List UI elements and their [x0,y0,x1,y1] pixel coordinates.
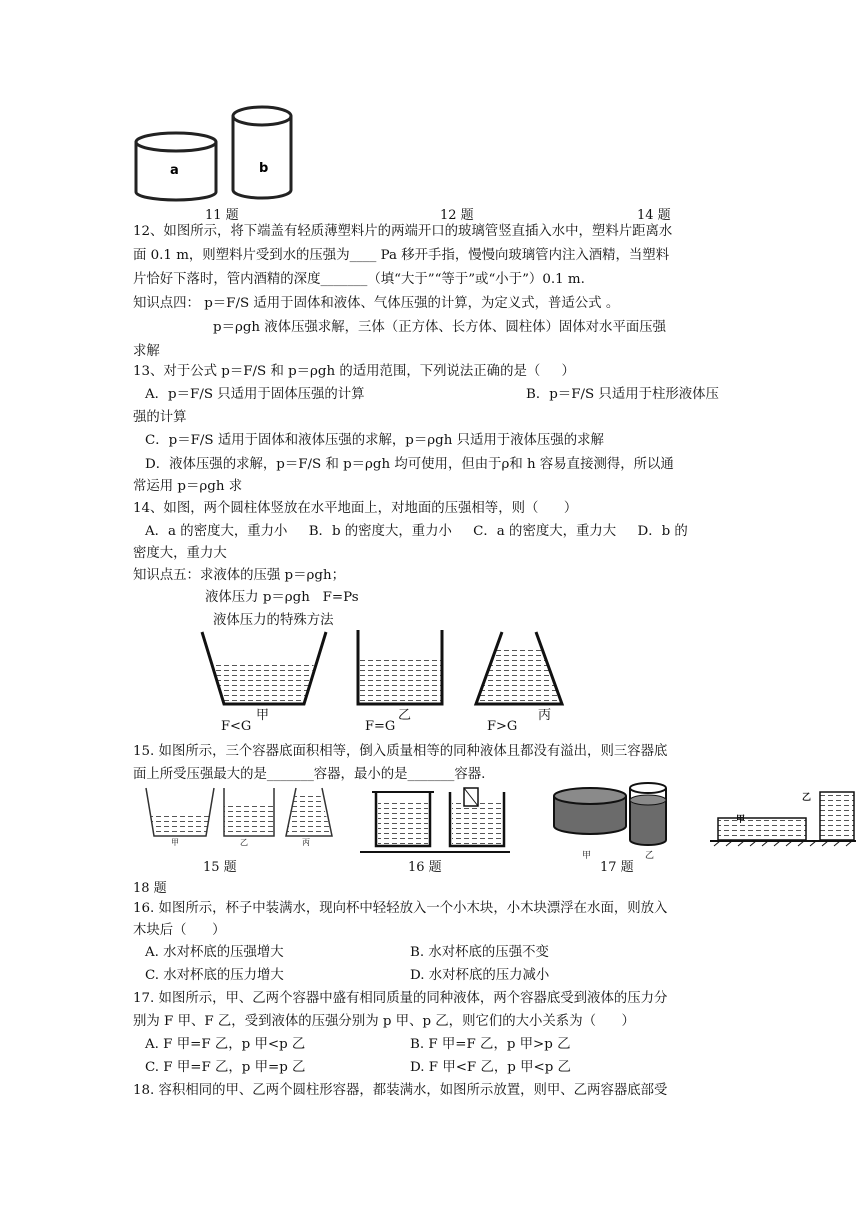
q17-line1: 17. 如图所示，甲、乙两个容器中盛有相同质量的同种液体，两个容器底受到液体的压力分 [133,991,668,1006]
q15-fig-bing: 丙 [302,838,310,847]
relation-fg-2: F=G [365,719,396,734]
q17-line2: 别为 F 甲、F 乙，受到液体的压强分别为 p 甲、p 乙，则它们的大小关系为（ ） [133,1014,635,1029]
k5-line1: 知识点五：求液体的压强 p＝ρgh； [133,568,345,583]
container-label-yi: 乙 [398,708,412,723]
q15-fig-jia: 甲 [171,838,179,847]
q17-figure [548,780,678,855]
q18-line1: 18. 容积相同的甲、乙两个圆柱形容器，都装满水，如图所示放置，则甲、乙两容器底部受 [133,1083,668,1098]
caption-16: 16 题 [408,860,442,875]
caption-15: 15 题 [203,860,237,875]
svg-text:b: b [259,161,269,176]
q17-option-a: A. F 甲=F 乙，p 甲<p 乙 [145,1037,306,1052]
q15-line2: 面上所受压强最大的是_______容器，最小的是_______容器. [133,767,486,782]
q16-figure [360,786,510,856]
q18-figure [708,788,858,858]
q16-line1: 16. 如图所示，杯子中装满水，现向杯中轻轻放入一个小木块，小木块漂浮在水面，则放入 [133,901,668,916]
q17-option-b: B. F 甲=F 乙，p 甲>p 乙 [410,1037,571,1052]
q12-line3: 片恰好下落时，管内酒精的深度_______（填“大于”“等于”或“小于”）0.1 m. [133,272,585,287]
q13-option-a: A．p＝F/S 只适用于固体压强的计算 [145,387,365,402]
q16-option-c: C. 水对杯底的压力增大 [145,968,284,983]
k4-line1: 知识点四： p＝F/S 适用于固体和液体、气体压强的计算，为定义式，普适公式 。 [133,296,620,311]
caption-18: 18 题 [133,881,167,896]
q16-option-d: D. 水对杯底的压力减小 [410,968,550,983]
svg-text:a: a [170,163,179,178]
q17-fig-yi: 乙 [645,851,655,861]
q18-fig-yi: 乙 [802,793,812,803]
q13-option-d: D．液体压强的求解，p＝F/S 和 p＝ρgh 均可使用，但由于ρ和 h 容易直接测得，所以通 [145,457,674,472]
q13-option-b-cont: 强的计算 [133,410,187,425]
q12-line2: 面 0.1 m，则塑料片受到水的压强为____ Pa 移开手指，慢慢向玻璃管内注入酒精，当塑料 [133,248,670,263]
q16-option-a: A. 水对杯底的压强增大 [145,945,284,960]
k4-line3: 求解 [133,344,160,359]
q15-small-figure [140,784,340,844]
q16-line2: 木块后（ ） [133,923,226,938]
q13-option-b: B．p＝F/S 只适用于柱形液体压 [526,387,719,402]
q14-options-cont: 密度大，重力大 [133,546,227,561]
caption-14: 14 题 [637,208,671,223]
k5-line2: 液体压力 p＝ρgh F=Ps [205,590,359,605]
caption-17: 17 题 [600,860,634,875]
relation-fg-3: F>G [487,719,518,734]
q15-line1: 15. 如图所示，三个容器底面积相等，倒入质量相等的同种液体且都没有溢出，则三容器底 [133,744,668,759]
cylinders-figure [128,102,300,202]
q12-line1: 12、如图所示，将下端盖有轻质薄塑料片的两端开口的玻璃管竖直插入水中，塑料片距离水 [133,224,673,239]
relation-fg-1: F<G [221,719,252,734]
k4-line2: p＝ρgh 液体压强求解，三体（正方体、长方体、圆柱体）固体对水平面压强 [213,320,667,335]
q14-stem: 14、如图，两个圆柱体竖放在水平地面上，对地面的压强相等，则（ ） [133,501,578,516]
q14-options: A．a 的密度大，重力小 B．b 的密度大，重力小 C．a 的密度大，重力大 D．b 的 [145,524,688,539]
q13-stem: 13、对于公式 p＝F/S 和 p＝ρgh 的适用范围，下列说法正确的是（ ） [133,364,575,379]
caption-11: 11 题 [205,208,239,223]
q16-option-b: B. 水对杯底的压强不变 [410,945,549,960]
q15-fig-yi: 乙 [240,838,248,847]
q17-option-c: C. F 甲=F 乙，p 甲=p 乙 [145,1060,306,1075]
container-label-bing: 丙 [538,708,552,723]
q18-fig-jia: 甲 [736,815,746,825]
caption-12: 12 题 [440,208,474,223]
q17-option-d: D. F 甲<F 乙，p 甲<p 乙 [410,1060,571,1075]
q13-option-d-cont: 常运用 p＝ρgh 求 [133,479,243,494]
q13-option-c: C．p＝F/S 适用于固体和液体压强的求解，p＝ρgh 只适用于液体压强的求解 [145,433,604,448]
container-label-jia: 甲 [256,708,270,723]
k5-line3: 液体压力的特殊方法 [213,613,334,628]
q17-fig-jia: 甲 [582,851,592,861]
